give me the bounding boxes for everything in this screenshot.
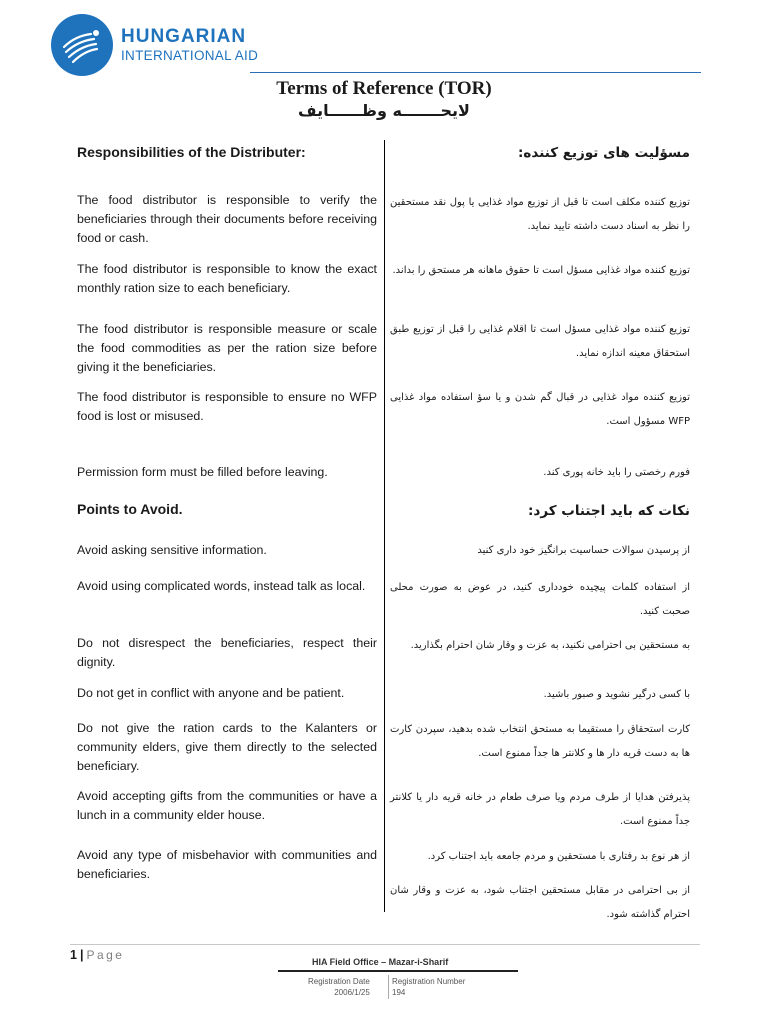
responsibility-item-en: Permission form must be filled before leaving. [77, 465, 328, 479]
points-to-avoid-heading-persian: نکات که باید اجتناب کرد: [528, 503, 690, 519]
avoid-item-en: Do not disrespect the beneficiaries, respect their dignity. [77, 636, 377, 669]
registration-number [392, 976, 465, 998]
column-divider [384, 140, 385, 912]
document-title-persian: لایحـــــــه وظــــــایف [298, 101, 470, 120]
responsibility-item-fa: توزیع کننده مواد غذایی در قبال گم شدن و یا سؤ استفاده مواد غذایی WFP مسؤول است. [390, 392, 690, 427]
avoid-item-fa: کارت استحقاق را مستقیما به مستحق انتخاب شده بدهید، سپردن کارت ها به دست قریه دار ها و کلانتر ها جداً ممنوع است. [390, 724, 690, 759]
avoid-item-en: Do not give the ration cards to the Kalanters or community elders, give them directly to the selected beneficiary. [77, 721, 377, 773]
avoid-item-en: Avoid asking sensitive information. [77, 543, 267, 557]
responsibility-item-en: The food distributor is responsible to verify the beneficiaries through their documents before receiving food or cash. [77, 193, 377, 245]
responsibility-item-fa: فورم رخصتی را باید خانه پوری کند. [543, 467, 690, 478]
office-name: HIA Field Office – Mazar-i-Sharif [312, 957, 449, 967]
registration-divider [388, 975, 389, 999]
document-title: Terms of Reference (TOR) [276, 78, 492, 99]
avoid-item-en: Do not get in conflict with anyone and be patient. [77, 686, 345, 700]
avoid-extra-note-fa: از بی احترامی در مقابل مستحقین اجتناب شود، به عزت و وقار شان احترام گذاشته شود. [390, 885, 690, 920]
footer-divider [70, 944, 700, 945]
registration-date [308, 976, 370, 998]
responsibility-item-fa: توزیع کننده مواد غذایی مسؤل است تا حقوق ماهانه هر مستحق را بداند. [392, 265, 690, 276]
avoid-item-fa: با کسی درگیر نشوید و صبور باشید. [543, 689, 690, 700]
page-word: Page [86, 948, 125, 962]
avoid-item-fa: از استفاده کلمات پیچیده خودداری کنید، در عوض به صورت محلی صحبت کنید. [390, 582, 690, 617]
registration-date-label: Registration Date [308, 977, 370, 986]
responsibilities-heading: Responsibilities of the Distributer: [77, 144, 306, 160]
avoid-item-en: Avoid accepting gifts from the communities or have a lunch in a community elder house. [77, 789, 377, 822]
page-number-value: 1 [70, 948, 77, 962]
organization-logo [51, 14, 113, 76]
organization-subtitle: INTERNATIONAL AID [121, 48, 259, 63]
avoid-item-fa: پذیرفتن هدایا از طرف مردم ویا صرف طعام در خانه قریه دار یا کلانتر جداً ممنوع است. [390, 792, 690, 827]
avoid-item-en: Avoid using complicated words, instead talk as local. [77, 579, 366, 593]
avoid-item-fa: از پرسیدن سوالات حساسیت برانگیز خود داری کنید [477, 545, 690, 556]
responsibilities-heading-persian: مسؤلیت های توزیع کننده: [518, 145, 690, 161]
organization-name: HUNGARIAN [121, 26, 247, 47]
footer-bar [278, 970, 518, 972]
responsibility-item-en: The food distributor is responsible to know the exact monthly ration size to each beneficiary. [77, 262, 377, 295]
responsibility-item-fa: توزیع کننده مواد غذایی مسؤل است تا اقلام غذایی را قبل از توزیع طبق استحقاق معینه اندازه نماید. [390, 324, 690, 359]
page-separator: | [79, 948, 84, 962]
responsibility-item-en: The food distributor is responsible measure or scale the food commodities as per the ration size before giving it the beneficiaries. [77, 322, 377, 374]
responsibility-item-fa: توزیع کننده مکلف است تا قبل از توزیع مواد غذایی یا پول نقد مستحقین را نظر به اسناد دست داشته تایید نماید. [390, 197, 690, 232]
avoid-item-fa: از هر نوع بد رفتاری با مستحقین و مردم جامعه باید اجتناب کرد. [427, 851, 690, 862]
registration-number-value: 194 [392, 988, 406, 997]
responsibility-item-en: The food distributor is responsible to ensure no WFP food is lost or misused. [77, 390, 377, 423]
registration-date-value: 2006/1/25 [334, 988, 370, 997]
avoid-item-en: Avoid any type of misbehavior with communities and beneficiaries. [77, 848, 377, 881]
header-divider [250, 72, 701, 73]
page-number [70, 948, 124, 962]
registration-number-label: Registration Number [392, 977, 466, 986]
points-to-avoid-heading: Points to Avoid. [77, 501, 183, 517]
avoid-item-fa: به مستحقین بی احترامی نکنید، به عزت و وقار شان احترام بگذارید. [410, 640, 690, 651]
wings-logo-icon [51, 14, 113, 76]
